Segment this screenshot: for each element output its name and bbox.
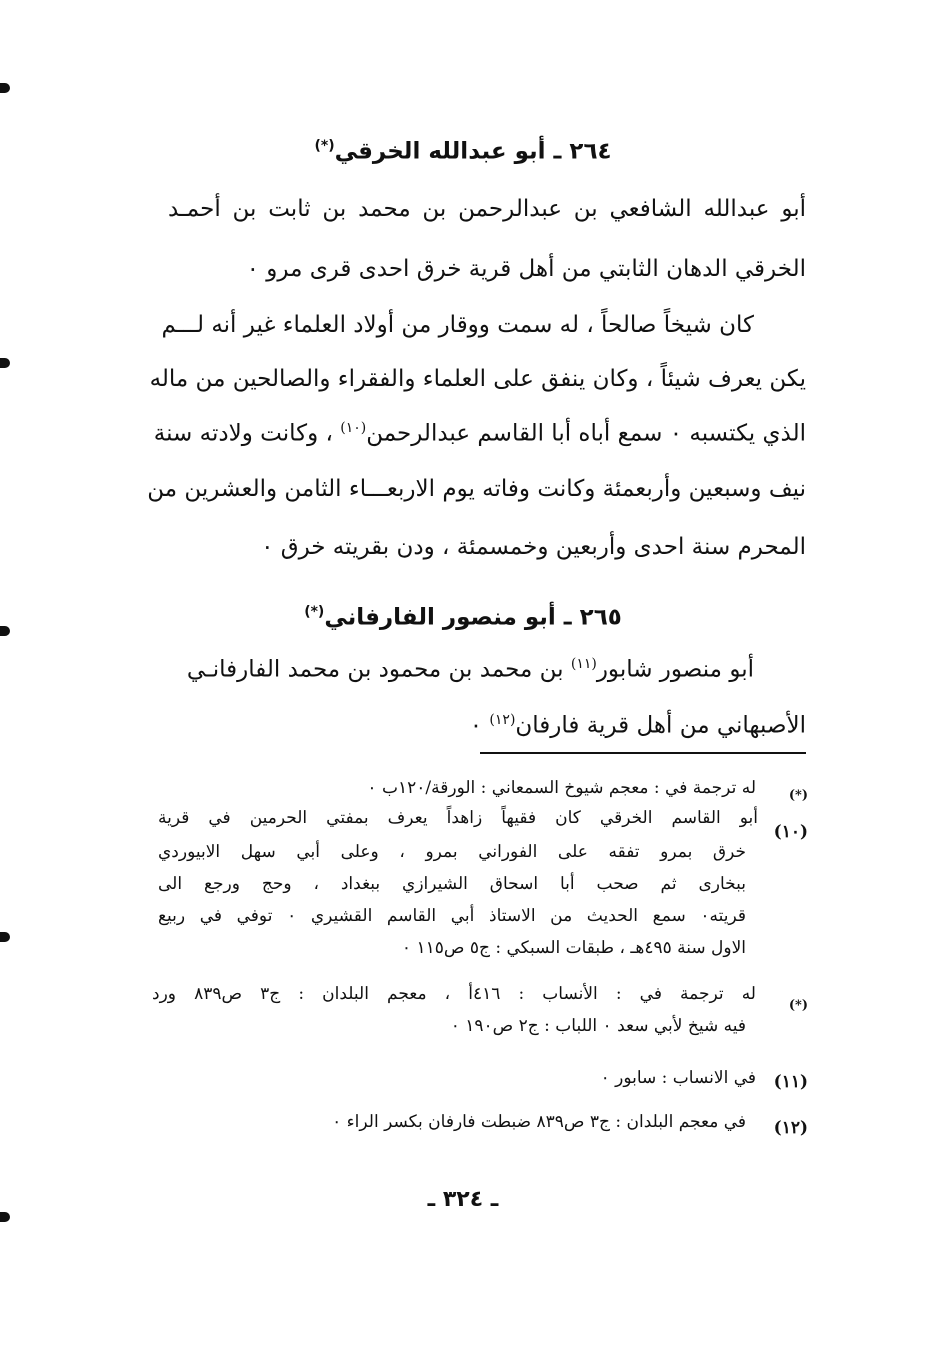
body-line: كان شيخاً صالحاً ، له سمت ووقار من أولاد العلماء غير أنه لـــم (161, 312, 754, 338)
body-line: يكن يعرف شيئاً ، وكان ينفق على العلماء والفقراء والصالحين من ماله (149, 366, 806, 392)
footnote-reference: (١٠) (340, 420, 367, 436)
body-line: أبو عبدالله الشافعي بن عبدالرحمن بن محمد بن ثابت بن أحمـد (168, 196, 806, 222)
footnote-line: في الانساب : سابور ٠ (600, 1068, 756, 1088)
entry-heading-text: ٢٦٥ ـ أبو منصور الفارفاني (324, 604, 622, 631)
body-text: ٠ (469, 712, 490, 739)
footnote-reference: (١١) (570, 656, 597, 672)
footnote-line: خرق بمرو تفقه على الفوراني بمرو ، وعلى أبي سهل الابيوردي (158, 842, 746, 862)
body-line: المحرم سنة احدى وأربعين وخمسمئة ، ودن بقريته خرق ٠ (261, 534, 806, 560)
body-line: نيف وسبعين وأربعمئة وكانت وفاته يوم الاربعـــاء الثامن والعشرين من (147, 476, 806, 502)
body-text: بن محمد بن محمود بن محمد الفارفانـي (186, 656, 571, 683)
heading-footnote-marker: (*) (314, 138, 335, 154)
footnote-line: له ترجمة في : الأنساب : ٤١٦أ ، معجم البلدان : ج٣ ص٨٣٩ ورد (152, 984, 756, 1004)
footnote-marker: (١١) (773, 1072, 808, 1092)
body-text: ، وكانت ولادته سنة (153, 420, 341, 447)
entry-heading-text: ٢٦٤ ـ أبو عبدالله الخرقي (334, 138, 612, 165)
body-text: الأصبهاني من أهل قرية فارفان (515, 712, 806, 739)
heading-footnote-marker: (*) (304, 604, 325, 620)
body-line (440, 712, 806, 739)
entry-heading (0, 138, 926, 165)
footnote-line: له ترجمة في : معجم شيوخ السمعاني : الورقة/١٢٠ب ٠ (367, 778, 756, 798)
footnote-marker: (١٢) (773, 1118, 808, 1138)
footnote-line: ببخارى ثم صحب أبا اسحاق الشيرازي ببغداد ، وحج ورجع الى (158, 874, 746, 894)
footnote-marker: (*) (788, 788, 808, 803)
body-text: الذي يكتسبه ٠ سمع أباه أبا القاسم عبدالرحمن (366, 420, 806, 447)
body-text: أبو منصور شابور (596, 656, 754, 683)
footnote-marker: (١٠) (773, 822, 808, 842)
footnote-separator (480, 752, 806, 754)
entry-heading (0, 604, 926, 631)
scan-edge-mark (0, 932, 10, 942)
footnote-marker: (*) (788, 998, 808, 1013)
scan-edge-mark (0, 83, 10, 93)
footnote-line: قريته٠ سمع الحديث من الاستاذ أبي القاسم القشيري ٠ توفي في ربيع (158, 906, 746, 926)
footnote-reference: (١٢) (489, 712, 516, 728)
footnote-line: في معجم البلدان : ج٣ ص٨٣٩ ضبطت فارفان بكسر الراء ٠ (332, 1112, 746, 1132)
page-number: ـ ٣٢٤ ـ (427, 1187, 499, 1212)
body-line: الخرقي الدهان الثابتي من أهل قرية خرق احدى قرى مرو ٠ (246, 256, 806, 282)
footnote-line: فيه شيخ لأبي سعد ٠ اللباب : ج٢ ص١٩٠ ٠ (450, 1016, 746, 1036)
body-line (153, 420, 806, 447)
scan-edge-mark (0, 358, 10, 368)
body-line (168, 656, 754, 683)
footnote-line: أبو القاسم الخرقي كان فقيهاً زاهداً يعرف بمفتي الحرمين في قرية (158, 808, 758, 828)
footnote-line: الاول سنة ٤٩٥هـ ، طبقات السبكي : ج٥ ص١١٥ ٠ (401, 938, 746, 958)
scan-edge-mark (0, 1212, 10, 1222)
